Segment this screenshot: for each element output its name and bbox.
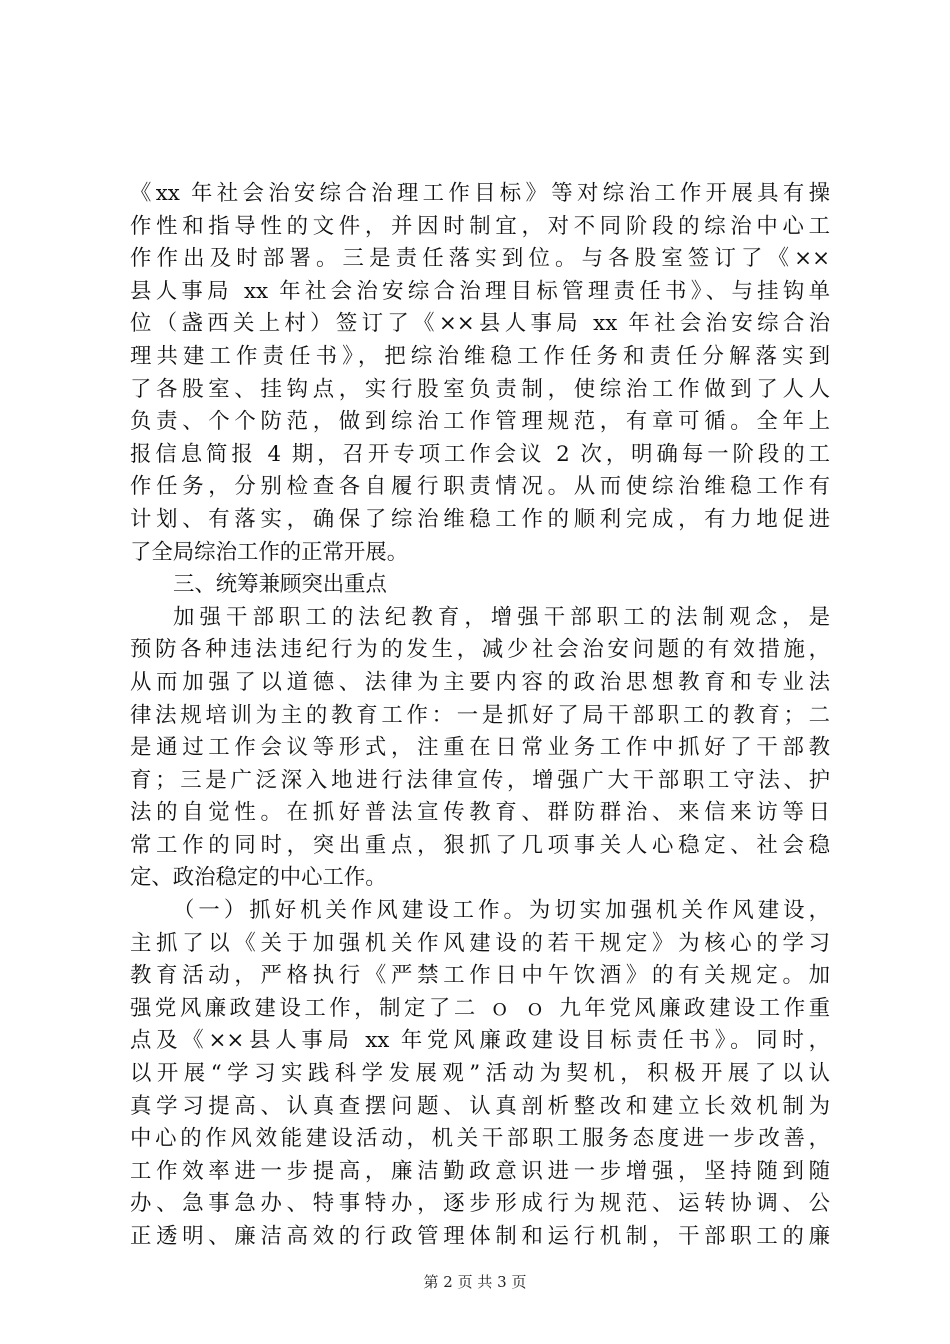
text-line: 报信息简报 4 期，召开专项工作会议 2 次，明确每一阶段的工 <box>130 441 830 467</box>
text-line: 《xx 年社会治安综合治理工作目标》等对综治工作开展具有操 <box>130 181 830 206</box>
text-line: 县人事局 xx 年社会治安综合治理目标管理责任书》、与挂钩单 <box>130 278 830 304</box>
text-line: 常工作的同时，突出重点，狠抓了几项事关人心稳定、社会稳 <box>130 832 830 858</box>
text-line: 了各股室、挂钩点，实行股室负责制，使综治工作做到了人人 <box>130 376 830 402</box>
text-line: 了全局综治工作的正常开展。 <box>130 539 409 565</box>
text-line: 作作出及时部署。三是责任落实到位。与各股室签订了《×× <box>130 246 830 272</box>
text-line: 从而加强了以道德、法律为主要内容的政治思想教育和专业法 <box>130 669 830 695</box>
text-line: 以开展“学习实践科学发展观”活动为契机，积极开展了以认 <box>130 1061 830 1087</box>
text-line: 加强干部职工的法纪教育，增强干部职工的法制观念，是 <box>173 604 830 630</box>
subsection-heading-line: （一）抓好机关作风建设工作。为切实加强机关作风建设， <box>173 898 830 924</box>
document-body <box>130 178 830 1254</box>
text-line: 理共建工作责任书》，把综治维稳工作任务和责任分解落实到 <box>130 343 830 369</box>
text-line: 作性和指导性的文件，并因时制宜，对不同阶段的综治中心工 <box>130 213 830 239</box>
text-line: 是通过工作会议等形式，注重在日常业务工作中抓好了干部教 <box>130 735 830 761</box>
text-line: 育；三是广泛深入地进行法律宣传，增强广大干部职工守法、护 <box>130 767 830 793</box>
text-line: 教育活动，严格执行《严禁工作日中午饮酒》的有关规定。加 <box>130 963 830 989</box>
section-heading: 三、统筹兼顾突出重点 <box>173 572 387 598</box>
text-line: 中心的作风效能建设活动，机关干部职工服务态度进一步改善， <box>130 1126 830 1152</box>
text-line: 点及《××县人事局 xx 年党风廉政建设目标责任书》。同时， <box>130 1028 830 1054</box>
text-line: 计划、有落实，确保了综治维稳工作的顺利完成，有力地促进 <box>130 506 830 532</box>
text-line: 作任务，分别检查各自履行职责情况。从而使综治维稳工作有 <box>130 474 830 500</box>
text-line: 法的自觉性。在抓好普法宣传教育、群防群治、来信来访等日 <box>130 800 830 826</box>
text-line: 工作效率进一步提高，廉洁勤政意识进一步增强，坚持随到随 <box>130 1158 830 1184</box>
text-line: 负责、个个防范，做到综治工作管理规范，有章可循。全年上 <box>130 409 830 435</box>
text-line: 强党风廉政建设工作，制定了二 ｏ ｏ 九年党风廉政建设工作重 <box>130 995 830 1021</box>
text-line: 真学习提高、认真查摆问题、认真剖析整改和建立长效机制为 <box>130 1093 830 1119</box>
text-line: 办、急事急办、特事特办，逐步形成行为规范、运转协调、公 <box>130 1191 830 1217</box>
text-line: 位（盏西关上村）签订了《××县人事局 xx 年社会治安综合治 <box>130 311 830 337</box>
text-line: 定、政治稳定的中心工作。 <box>130 865 387 891</box>
page-number-footer: 第 2 页 共 3 页 <box>423 1273 527 1291</box>
text-line: 律法规培训为主的教育工作：一是抓好了局干部职工的教育；二 <box>130 702 830 728</box>
text-line: 正透明、廉洁高效的行政管理体制和运行机制，干部职工的廉 <box>130 1224 830 1249</box>
text-line: 预防各种违法违纪行为的发生，减少社会治安问题的有效措施， <box>130 637 830 663</box>
text-line: 主抓了以《关于加强机关作风建设的若干规定》为核心的学习 <box>130 930 830 956</box>
